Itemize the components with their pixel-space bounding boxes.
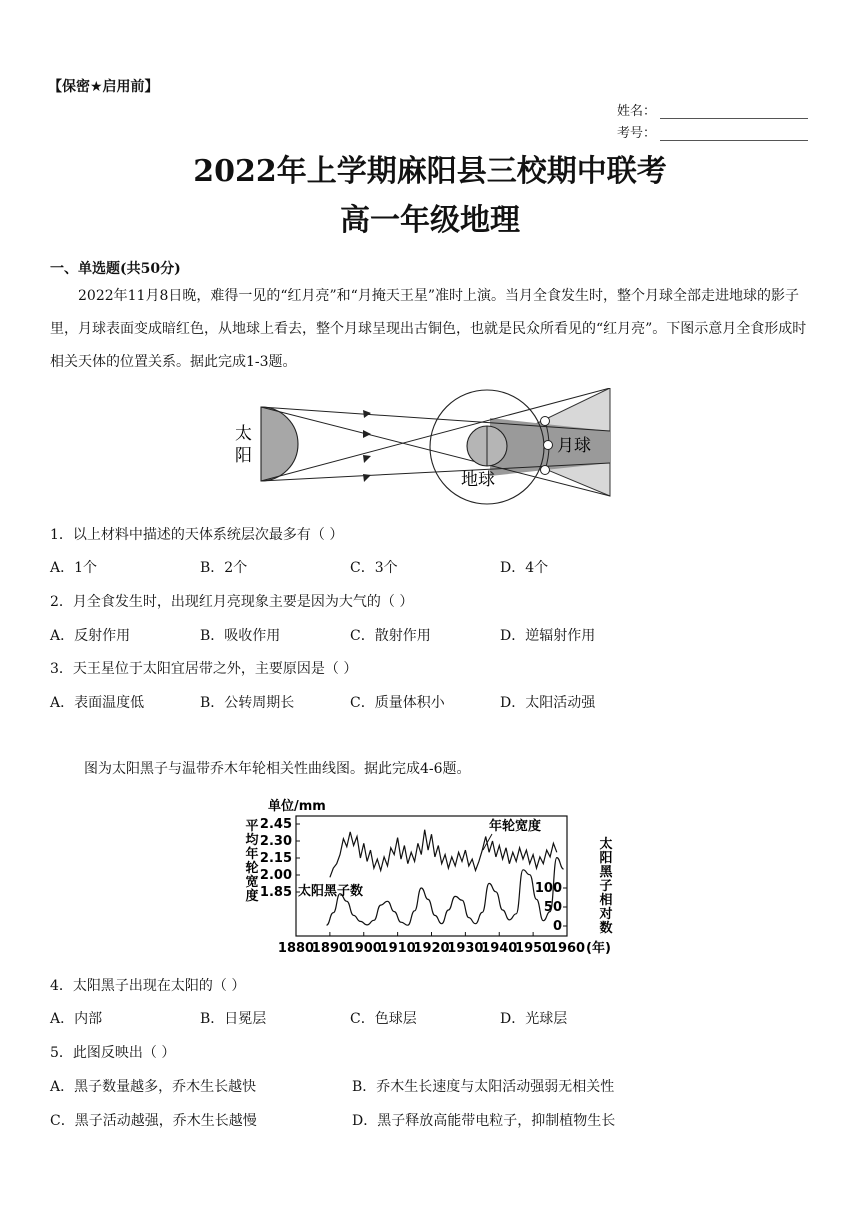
x-tick-label: 1940 — [481, 941, 518, 956]
q4-option-a[interactable]: A．内部 — [50, 1011, 103, 1027]
moon-label: 月球 — [557, 436, 591, 456]
right-axis-title-char: 黑 — [599, 865, 613, 880]
question-1: 1．以上材料中描述的天体系统层次最多有（ ） — [50, 527, 344, 543]
right-axis-title-char: 阳 — [599, 851, 613, 866]
sun-half-disk — [261, 407, 298, 481]
sunspot-tree-ring-chart — [238, 794, 622, 958]
x-tick-label: 1950 — [515, 941, 552, 956]
q4-option-d[interactable]: D．光球层 — [500, 1011, 568, 1027]
q3-option-a[interactable]: A．表面温度低 — [50, 695, 145, 711]
x-tick-label: 1900 — [345, 941, 382, 956]
q2-option-d[interactable]: D．逆辐射作用 — [500, 628, 596, 644]
ray-arrow — [363, 474, 371, 482]
confidential-label: 【保密★启用前】 — [48, 79, 159, 95]
y-right-tick-label: 0 — [552, 919, 562, 934]
id-blank-line[interactable] — [660, 128, 808, 141]
moon-position — [541, 417, 550, 426]
id-label: 考号： — [616, 126, 656, 141]
series-label-sunspot: 太阳黑子数 — [298, 884, 364, 899]
moon-position — [541, 466, 550, 475]
name-label: 姓名： — [616, 104, 656, 119]
q3-option-d[interactable]: D．太阳活动强 — [500, 695, 596, 711]
ray-arrow — [363, 430, 371, 438]
left-axis-title-char: 均 — [245, 833, 259, 848]
x-tick-label: 1960 — [548, 941, 586, 956]
ray-arrow — [363, 455, 371, 463]
q1-option-b[interactable]: B．2个 — [200, 560, 248, 576]
id-field[interactable] — [617, 122, 808, 141]
right-axis-title-char: 数 — [599, 921, 613, 936]
section-heading: 一、单选题(共50分) — [50, 261, 181, 277]
y-right-tick-label: 50 — [543, 900, 562, 915]
q1-option-a[interactable]: A．1个 — [50, 560, 98, 576]
q2-option-c[interactable]: C．散射作用 — [350, 628, 431, 644]
earth-label: 地球 — [461, 470, 495, 490]
q2-option-a[interactable]: A．反射作用 — [50, 628, 131, 644]
y-left-tick-label: 2.45 — [259, 817, 292, 832]
name-field[interactable] — [617, 100, 808, 119]
q5-option-b[interactable]: B．乔木生长速度与太阳活动强弱无相关性 — [352, 1079, 615, 1095]
name-blank-line[interactable] — [660, 106, 808, 119]
lunar-eclipse-figure — [225, 388, 625, 506]
q5-option-c[interactable]: C．黑子活动越强，乔木生长越慢 — [50, 1113, 257, 1129]
q4-option-c[interactable]: C．色球层 — [350, 1011, 417, 1027]
moon-position — [544, 441, 553, 450]
right-axis-title-char: 相 — [599, 893, 613, 908]
q3-option-c[interactable]: C．质量体积小 — [350, 695, 445, 711]
x-tick-label: 1920 — [413, 941, 450, 956]
question-5: 5．此图反映出（ ） — [50, 1045, 176, 1061]
exam-title: 2022年上学期麻阳县三校期中联考 — [193, 154, 667, 189]
y-left-tick-label: 2.30 — [259, 834, 292, 849]
question-2: 2．月全食发生时，出现红月亮现象主要是因为大气的（ ） — [50, 594, 414, 610]
passage-eclipse: 2022年11月8日晚，难得一见的“红月亮”和“月掩天王星”准时上演。当月全食发生时，整个月球全部走进地球的影子里，月球表面变成暗红色，从地球上看去，整个月球呈现出古铜色，也就是民众所看见的“红月亮”。下图示意月全食形成时相关天体的位置关系。据此完成1-3题。 — [50, 288, 807, 370]
left-axis-title-char: 宽 — [245, 875, 259, 890]
q5-option-a[interactable]: A．黑子数量越多，乔木生长越快 — [50, 1079, 257, 1095]
plot-frame — [296, 816, 567, 936]
q4-option-b[interactable]: B．日冕层 — [200, 1011, 267, 1027]
q3-option-b[interactable]: B．公转周期长 — [200, 695, 295, 711]
q1-option-c[interactable]: C．3个 — [350, 560, 398, 576]
left-axis-title-char: 平 — [245, 819, 259, 834]
left-axis-title — [245, 818, 259, 904]
left-axis-title-char: 度 — [245, 889, 259, 904]
y-left-tick-label: 1.85 — [259, 885, 292, 900]
q5-option-d[interactable]: D．黑子释放高能带电粒子，抑制植物生长 — [352, 1113, 616, 1129]
passage-sunspot: 图为太阳黑子与温带乔木年轮相关性曲线图。据此完成4-6题。 — [84, 761, 471, 777]
q2-option-b[interactable]: B．吸收作用 — [200, 628, 281, 644]
q1-option-d[interactable]: D．4个 — [500, 560, 549, 576]
right-axis-title — [598, 836, 613, 936]
question-3: 3．天王星位于太阳宜居带之外，主要原因是（ ） — [50, 661, 358, 677]
exam-subtitle: 高一年级地理 — [340, 203, 520, 238]
x-tick-label: 1930 — [447, 941, 484, 956]
chart-unit-label: 单位/mm — [268, 799, 326, 814]
left-axis-title-char: 年 — [245, 847, 259, 862]
x-axis-unit: (年) — [586, 941, 611, 956]
x-tick-label: 1910 — [379, 941, 416, 956]
x-tick-label: 1890 — [311, 941, 348, 956]
right-axis-title-char: 太 — [599, 837, 613, 852]
left-axis-title-char: 轮 — [245, 861, 259, 876]
y-left-tick-label: 2.00 — [259, 868, 292, 883]
question-4: 4．太阳黑子出现在太阳的（ ） — [50, 978, 246, 994]
sun-label-top: 太 — [235, 424, 252, 444]
right-axis-title-char: 子 — [599, 879, 613, 894]
x-tick-label: 1880 — [277, 941, 315, 956]
sun-label-bottom: 阳 — [235, 446, 252, 466]
right-axis-title-char: 对 — [599, 907, 613, 922]
y-left-tick-label: 2.15 — [259, 851, 292, 866]
y-right-tick-label: 100 — [534, 881, 562, 896]
series-label-tree-ring: 年轮宽度 — [489, 819, 542, 834]
